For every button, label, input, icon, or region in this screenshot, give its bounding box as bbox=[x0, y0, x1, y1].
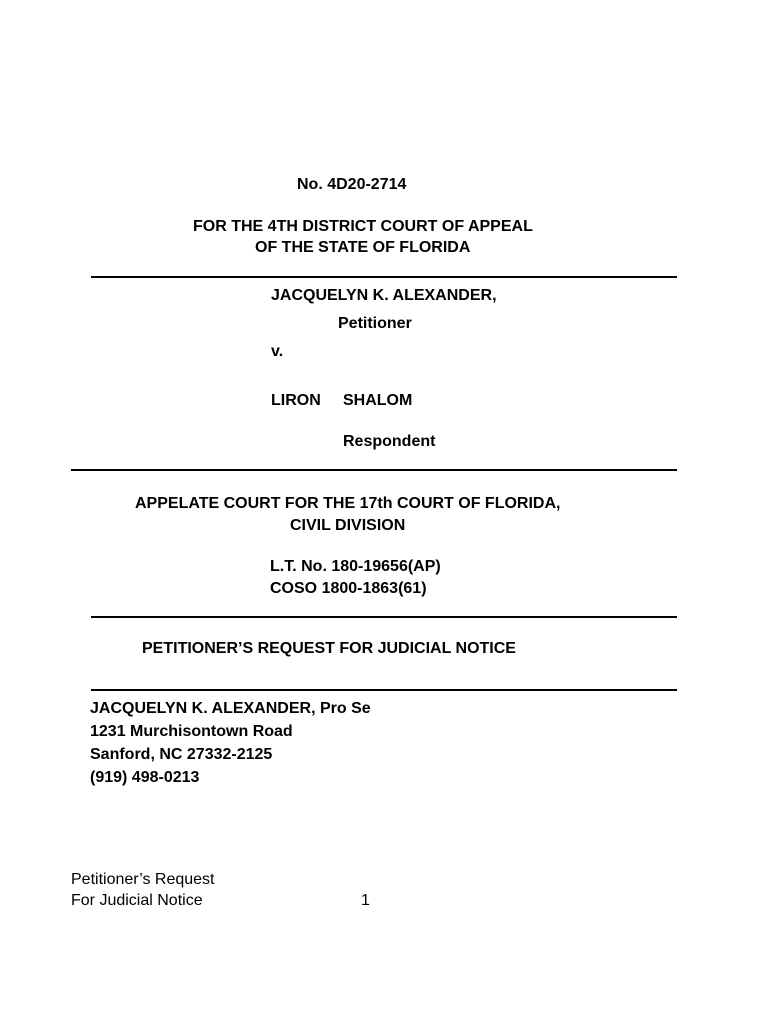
filer-name: JACQUELYN K. ALEXANDER, Pro Se bbox=[90, 700, 371, 717]
filer-street: 1231 Murchisontown Road bbox=[90, 723, 293, 740]
lower-court-line-1: APPELATE COURT FOR THE 17th COURT OF FLORIDA, bbox=[135, 495, 561, 512]
case-number: No. 4D20-2714 bbox=[297, 176, 407, 193]
footer-line-1: Petitioner’s Request bbox=[71, 871, 215, 888]
filer-city: Sanford, NC 27332-2125 bbox=[90, 746, 273, 763]
versus: v. bbox=[271, 343, 284, 360]
respondent-role: Respondent bbox=[343, 433, 436, 450]
divider-2 bbox=[71, 469, 677, 471]
court-name-line-2: OF THE STATE OF FLORIDA bbox=[255, 239, 471, 256]
footer-line-2: For Judicial Notice bbox=[71, 892, 203, 909]
court-name-line-1: FOR THE 4TH DISTRICT COURT OF APPEAL bbox=[193, 218, 533, 235]
document-title: PETITIONER’S REQUEST FOR JUDICIAL NOTICE bbox=[142, 640, 516, 657]
lt-number: L.T. No. 180-19656(AP) bbox=[270, 558, 441, 575]
petitioner-name: JACQUELYN K. ALEXANDER, bbox=[271, 287, 497, 304]
coso-number: COSO 1800-1863(61) bbox=[270, 580, 427, 597]
divider-1 bbox=[91, 276, 677, 278]
divider-3 bbox=[91, 616, 677, 618]
petitioner-role: Petitioner bbox=[338, 315, 412, 332]
lower-court-line-2: CIVIL DIVISION bbox=[290, 517, 406, 534]
respondent-last-name: SHALOM bbox=[343, 392, 413, 409]
filer-phone: (919) 498-0213 bbox=[90, 769, 200, 786]
divider-4 bbox=[91, 689, 677, 691]
respondent-first-name: LIRON bbox=[271, 392, 321, 409]
page-number: 1 bbox=[361, 892, 370, 909]
